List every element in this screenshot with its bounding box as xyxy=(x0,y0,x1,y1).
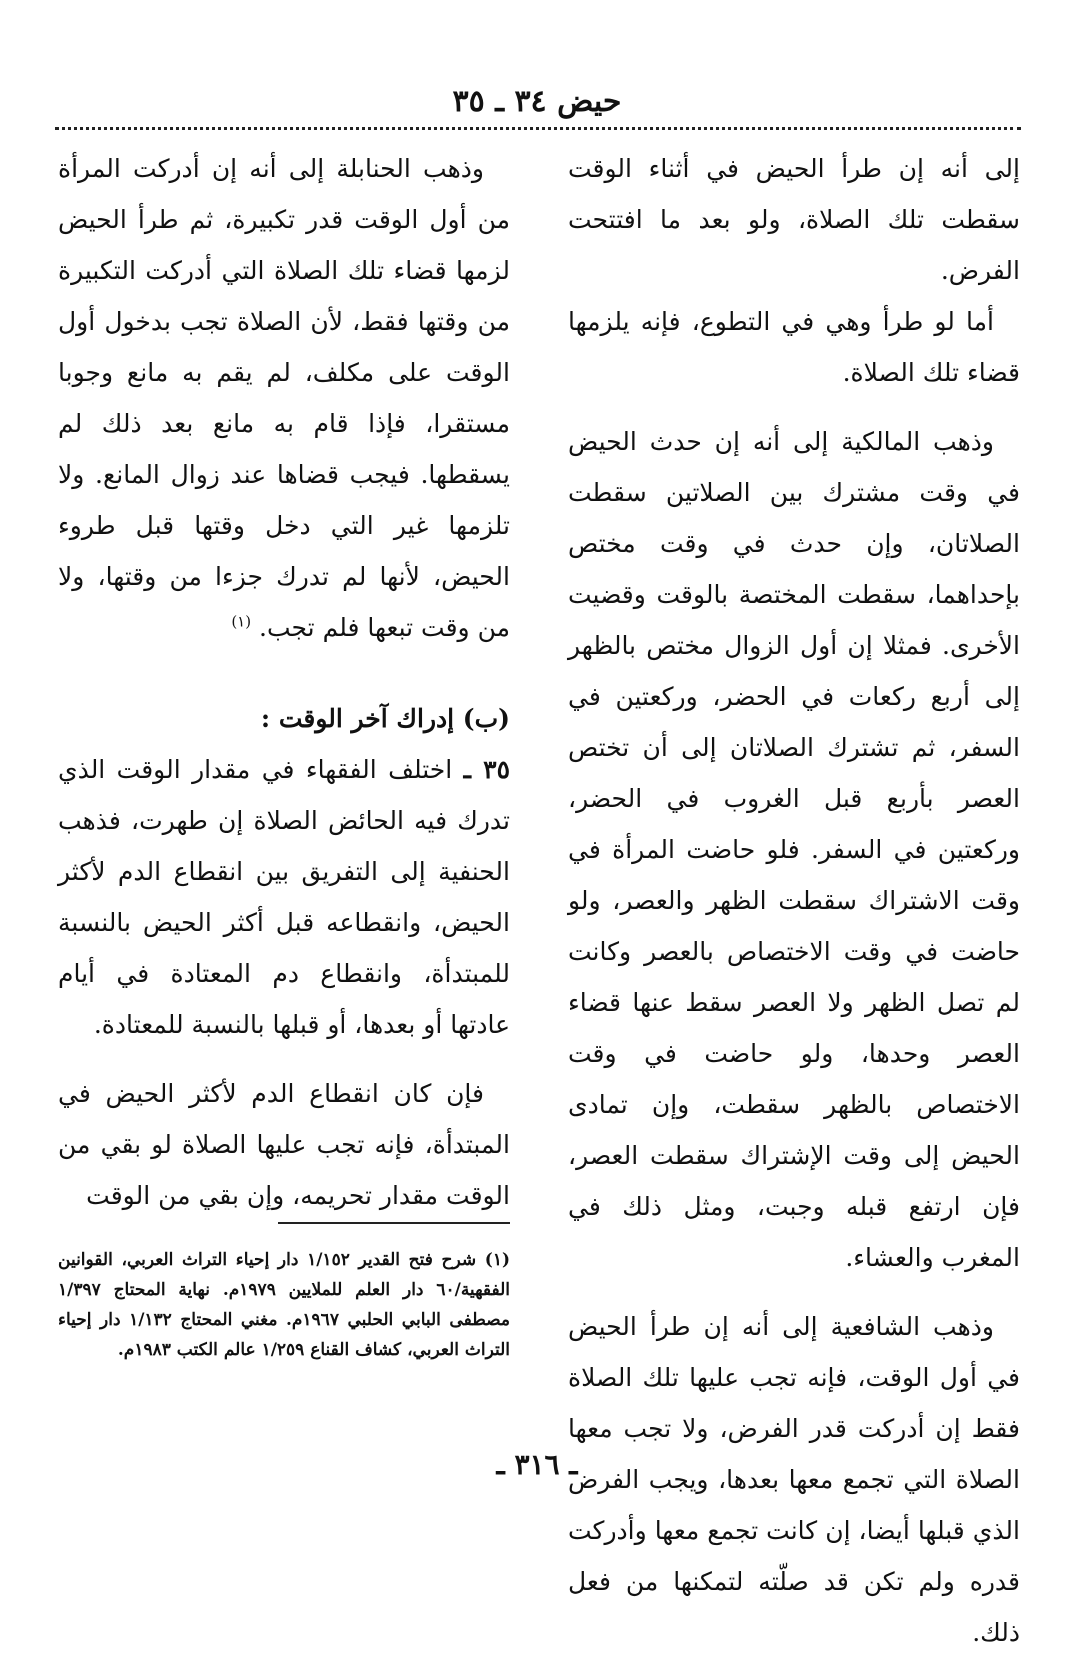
left-paragraph-2-text: اختلف الفقهاء في مقدار الوقت الذي تدرك فيه الحائض الصلاة إن طهرت، فذهب الحنفية إلى التفريق بين انقطاع الدم لأكثر الحيض، وانقطاعه قبل أكثر الحيض بالنسبة للمبتدأة، وانقطاع دم المعتادة في أيام عادتها أو بعدها، أو قبلها بالنسبة للمعتادة. xyxy=(58,755,510,1039)
footnote-reference: (١) xyxy=(231,612,252,631)
left-paragraph-3: فإن كان انقطاع الدم لأكثر الحيض في المبتدأة، فإنه تجب عليها الصلاة لو بقي من الوقت مقدار تحريمه، وإن بقي من الوقت xyxy=(58,1079,510,1210)
right-paragraph-3: وذهب المالكية إلى أنه إن حدث الحيض في وقت مشترك بين الصلاتين سقطت الصلاتان، وإن حدث في وقت مختص بإحداهما، سقطت المختصة بالوقت وقضيت الأخرى. فمثلا إن أول الزوال مختص بالظهر إلى أربع ركعات في الحضر، وركعتين في السفر، ثم تشترك الصلاتان إلى أن تختص العصر بأربع قبل الغروب في الحضر، وركعتين في السفر. فلو حاضت المرأة في وقت الاشتراك سقطت الظهر والعصر، ولو حاضت في وقت الاختصاص بالعصر وكانت لم تصل الظهر ولا العصر سقط عنها قضاء العصر وحدها، ولو حاضت في وقت الاختصاص بالظهر سقطت، وإن تمادى الحيض إلى وقت الإشتراك سقطت العصر، فإن ارتفع قبله وجبت، ومثل ذلك في المغرب والعشاء. xyxy=(568,427,1020,1272)
right-paragraph-2: أما لو طرأ وهي في التطوع، فإنه يلزمها قضاء تلك الصلاة. xyxy=(568,307,1020,387)
header-dotted-divider xyxy=(55,127,1021,130)
right-paragraph-4: وذهب الشافعية إلى أنه إن طرأ الحيض في أول الوقت، فإنه تجب عليها تلك الصلاة فقط إن أدركت قدر الفرض، ولا تجب معها الصلاة التي تجمع معها بعدها، ويجب الفرض الذي قبلها أيضا، إن كانت تجمع معها وأدركت قدره ولم تكن قد صلّته لتمكنها من فعل ذلك. xyxy=(568,1312,1020,1647)
page-header-title: حيض ٣٤ ـ ٣٥ xyxy=(452,84,622,119)
right-column xyxy=(568,143,1020,1658)
section-subheading: (ب) إدراك آخر الوقت : xyxy=(260,704,510,733)
left-column xyxy=(58,143,510,1221)
left-paragraph-2 xyxy=(58,744,510,1050)
right-paragraph-1: إلى أنه إن طرأ الحيض في أثناء الوقت سقطت تلك الصلاة، ولو بعد ما افتتحت الفرض. xyxy=(568,154,1020,285)
left-paragraph-1 xyxy=(58,143,510,653)
footnote-divider xyxy=(278,1222,510,1224)
page-number: ـ ٣١٦ ـ xyxy=(496,1448,578,1481)
section-number: ٣٥ ـ xyxy=(463,755,510,784)
footnote-text: (١) شرح فتح القدير ١/١٥٢ دار إحياء التراث العربي، القوانين الفقهية/٦٠ دار العلم للملايين ١٩٧٩م. نهاية المحتاج ١/٣٩٧ مصطفى البابي الحلبي ١٩٦٧م. مغني المحتاج ١/١٣٢ دار إحياء التراث العربي، كشاف القناع ١/٢٥٩ عالم الكتب ١٩٨٣م. xyxy=(58,1250,511,1360)
left-paragraph-1-text: وذهب الحنابلة إلى أنه إن أدركت المرأة من أول الوقت قدر تكبيرة، ثم طرأ الحيض لزمها قضاء تلك الصلاة التي أدركت التكبيرة من وقتها فقط، لأن الصلاة تجب بدخول أول الوقت على مكلف، لم يقم به مانع وجوبا مستقرا، فإذا قام به مانع بعد ذلك لم يسقطها. فيجب قضاها عند زوال المانع. ولا تلزمها غير التي دخل وقتها قبل طروء الحيض، لأنها لم تدرك جزءا من وقتها، ولا من وقت تبعها فلم تجب. xyxy=(58,154,510,642)
